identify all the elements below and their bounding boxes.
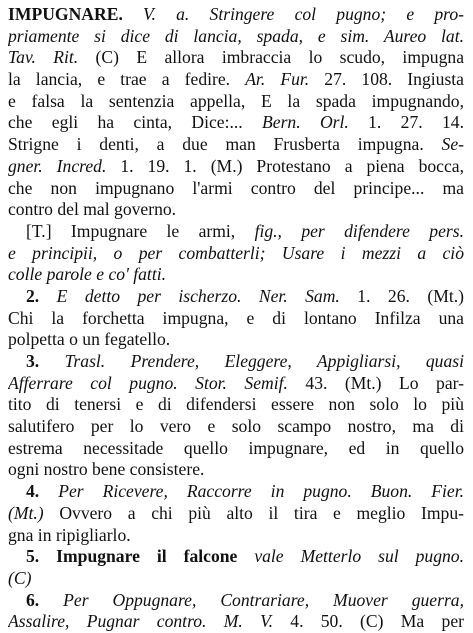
- text-line: [8, 69, 464, 91]
- text-run: 1. 19. 1. (M.) Protestano a piena bocca,: [106, 155, 464, 176]
- text-line: [8, 525, 464, 547]
- bold-run: 5. Impugnare il falcone: [26, 546, 255, 567]
- text-run: 43. (Mt.) Lo par-: [287, 372, 464, 393]
- text-run: 4. 50. (C) Ma per: [272, 611, 464, 632]
- text-run: contro del mal governo.: [8, 199, 177, 220]
- text-line: [8, 394, 464, 416]
- dictionary-entry-impugnare: [8, 4, 464, 633]
- text-run: estrema necessitade quello impugnare, ed in quello: [8, 437, 464, 458]
- text-run: Ovvero a chi più alto il tira e meglio Impu-: [43, 502, 464, 523]
- italic-run: colle parole e co' fatti.: [8, 264, 166, 285]
- italic-run: Bern. Orl.: [262, 112, 349, 133]
- text-line: [8, 438, 464, 460]
- bold-run: 6.: [26, 589, 64, 610]
- text-run: Chi la forchetta impugna, e di lontano Infilza una: [8, 307, 464, 328]
- text-run: ogni nostro bene consistere.: [8, 459, 205, 480]
- italic-run: Ar. Fur.: [245, 69, 310, 90]
- text-run: [T.] Impugnare le armi,: [26, 220, 255, 241]
- text-run: gna in ripigliarlo.: [8, 524, 131, 545]
- text-run: 1. 27. 14.: [348, 112, 464, 133]
- text-line: [8, 243, 464, 265]
- text-run: la lancia, e trae a fedire.: [8, 69, 246, 90]
- text-run: e falsa la sentenzia appella, E la spada impugnando,: [8, 90, 464, 111]
- text-line: [8, 264, 464, 286]
- text-line: [8, 221, 464, 243]
- italic-run: Tav. Rit.: [8, 47, 79, 68]
- italic-run: fig., per difendere pers.: [254, 220, 464, 241]
- italic-run: E detto per ischerzo. Ner. Sam.: [56, 285, 340, 306]
- text-run: che egli ha cinta, Dice:...: [8, 112, 263, 133]
- text-line: [8, 286, 464, 308]
- text-line: [8, 459, 464, 481]
- text-run: che non impugnano l'armi contro del principe... ma: [8, 177, 464, 198]
- text-run: salutifero per lo vero e solo scampo nostro, ma di: [8, 416, 464, 437]
- text-line: [8, 590, 464, 612]
- text-line: [8, 503, 464, 525]
- text-run: polpetta o un fegatello.: [8, 329, 171, 350]
- italic-run: Se-: [441, 134, 464, 155]
- bold-run: 2.: [26, 285, 57, 306]
- text-line: [8, 329, 464, 351]
- text-line: [8, 178, 464, 200]
- text-line: [8, 481, 464, 503]
- text-line: [8, 4, 464, 26]
- italic-run: Per Oppugnare, Contrariare, Muover guerra,: [63, 589, 464, 610]
- text-line: [8, 134, 464, 156]
- text-run: 1. 26. (Mt.): [339, 285, 464, 306]
- italic-run: (C): [8, 567, 32, 588]
- text-line: [8, 47, 464, 69]
- italic-run: priamente si dice di lancia, spada, e sim. Aureo lat.: [8, 25, 464, 46]
- italic-run: (Mt.): [8, 502, 44, 523]
- text-line: [8, 91, 464, 113]
- text-line: [8, 373, 464, 395]
- italic-run: Assalire, Pugnar contro. M. V.: [8, 611, 273, 632]
- italic-run: Afferrare col pugno. Stor. Semif.: [8, 372, 288, 393]
- text-line: [8, 308, 464, 330]
- italic-run: Trasl. Prendere, Eleggere, Appigliarsi, quasi: [64, 351, 464, 371]
- text-run: 27. 108. Ingiusta: [309, 69, 464, 90]
- bold-run: 4.: [26, 481, 59, 502]
- text-run: tito di tenersi e di difendersi essere non solo lo più: [8, 394, 464, 415]
- italic-run: e principii, o per combatterli; Usare i mezzi a ciò: [8, 242, 464, 263]
- italic-run: Per Ricevere, Raccorre in pugno. Buon. Fier.: [58, 481, 464, 502]
- text-line: [8, 351, 464, 373]
- text-line: [8, 546, 464, 568]
- text-line: [8, 416, 464, 438]
- bold-run: IMPUGNARE.: [8, 4, 123, 24]
- text-line: [8, 156, 464, 178]
- italic-run: vale Metterlo sul pugno.: [254, 546, 464, 567]
- text-run: Strigne i denti, a due man Frusberta impugna.: [8, 134, 442, 155]
- italic-run: V. a. Stringere col pugno; e pro-: [122, 4, 464, 24]
- italic-run: gner. Incred.: [8, 155, 107, 176]
- text-line: [8, 568, 464, 590]
- text-line: [8, 26, 464, 48]
- bold-run: 3.: [26, 351, 65, 371]
- text-line: [8, 611, 464, 633]
- text-line: [8, 199, 464, 221]
- text-line: [8, 112, 464, 134]
- text-run: (C) E allora imbraccia lo scudo, impugna: [78, 47, 464, 68]
